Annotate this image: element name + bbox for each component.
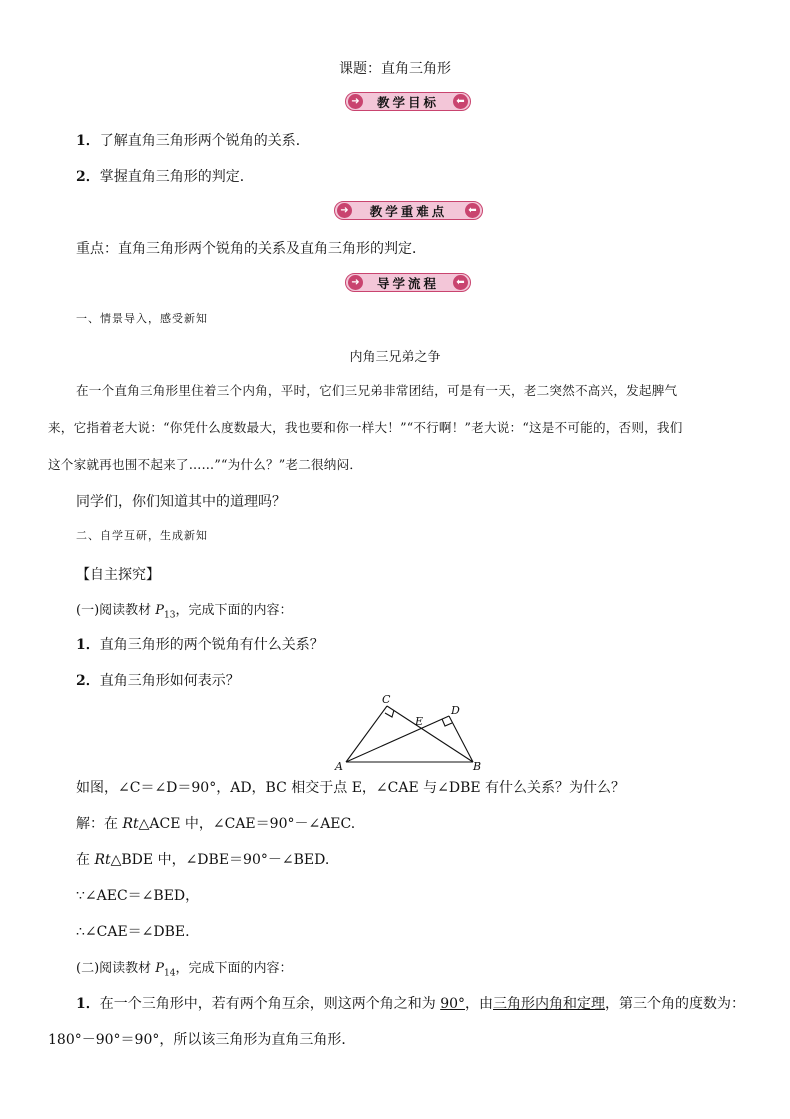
question-number: 1． xyxy=(76,996,100,1012)
solution-text: ∴∠CAE＝∠DBE. xyxy=(76,924,190,940)
rt-symbol: Rt xyxy=(122,816,139,832)
answer-blank-1: 90° xyxy=(440,996,466,1012)
solution-line-2 xyxy=(76,849,329,869)
solution-text: 解：在 xyxy=(76,816,123,832)
problem-statement: 如图，∠C＝∠D＝90°，AD，BC 相交于点 E，∠CAE 与∠DBE 有什么关系？为什么？ xyxy=(76,780,626,796)
label-c: C xyxy=(382,693,391,706)
objective-text: 了解直角三角形两个锐角的关系． xyxy=(99,133,310,149)
segment-db xyxy=(449,716,473,762)
question-2 xyxy=(76,670,240,690)
rt-symbol: Rt xyxy=(94,852,111,868)
arrow-left-icon: ⬅ xyxy=(453,94,468,109)
question-number: 2． xyxy=(76,673,100,689)
explore-title: 【自主探究】 xyxy=(76,567,160,583)
question-text: ，第三个角的度数为： xyxy=(605,996,746,1012)
banner-key-points xyxy=(334,201,483,220)
section-2-heading: 二、自学互研，生成新知 xyxy=(76,529,208,542)
arrow-left-icon: ⬅ xyxy=(465,203,480,218)
objective-1 xyxy=(76,130,310,150)
story-question: 同学们，你们知道其中的道理吗？ xyxy=(76,494,286,510)
arrow-right-icon: ➜ xyxy=(337,203,352,218)
objective-number: 1． xyxy=(76,133,100,149)
key-point-text: 重点：直角三角形两个锐角的关系及直角三角形的判定． xyxy=(76,241,426,257)
banner-label: 教学目标 xyxy=(376,94,439,110)
label-b: B xyxy=(473,760,482,773)
question-text: ，由 xyxy=(465,996,494,1012)
label-d: D xyxy=(451,704,460,717)
label-e: E xyxy=(415,715,424,728)
solution-text: 在 xyxy=(76,852,95,868)
banner-label: 导学流程 xyxy=(376,275,439,291)
banner-objectives xyxy=(345,92,471,111)
page-number: 13 xyxy=(164,610,176,621)
arrow-left-icon: ⬅ xyxy=(453,275,468,290)
story-line-3: 这个家就再也围不起来了……”“为什么？”老二很纳闷． xyxy=(48,457,363,472)
read-instruction-2 xyxy=(76,957,293,979)
story-line-2: 来，它指着老大说：“你凭什么度数最大，我也要和你一样大！”“不行啊！”老大说：“这是不可能的，否则，我们 xyxy=(48,420,683,435)
segment-ac xyxy=(346,706,387,762)
read-suffix: ，完成下面的内容： xyxy=(175,603,293,618)
solution-text: △BDE 中，∠DBE＝90°－∠BED. xyxy=(110,852,330,868)
solution-line-1 xyxy=(76,813,355,833)
final-question-line-2: 180°－90°＝90°，所以该三角形为直角三角形． xyxy=(48,1032,356,1048)
right-angle-mark-c xyxy=(385,710,394,717)
objective-text: 掌握直角三角形的判定． xyxy=(99,169,254,185)
final-question-line-1 xyxy=(76,993,745,1013)
read-instruction-1 xyxy=(76,599,293,621)
story-line-1: 在一个直角三角形里住着三个内角，平时，它们三兄弟非常团结，可是有一天，老二突然不高兴，发起脾气 xyxy=(76,383,678,398)
question-text: 在一个三角形中，若有两个角互余，则这两个角之和为 xyxy=(99,996,441,1012)
solution-text: ∵∠AEC＝∠BED， xyxy=(76,888,200,904)
answer-blank-2: 三角形内角和定理 xyxy=(493,996,606,1012)
question-text: 直角三角形的两个锐角有什么关系？ xyxy=(99,637,324,653)
question-number: 1． xyxy=(76,637,100,653)
page-number: 14 xyxy=(164,968,176,979)
triangle-figure xyxy=(330,690,490,774)
page-ref: P xyxy=(155,961,165,976)
page-ref: P xyxy=(155,603,165,618)
segment-ad xyxy=(346,716,449,762)
story-title: 内角三兄弟之争 xyxy=(349,350,441,365)
solution-line-3 xyxy=(76,885,199,905)
question-1 xyxy=(76,634,324,654)
banner-flow xyxy=(345,273,471,292)
arrow-right-icon: ➜ xyxy=(348,275,363,290)
read-prefix: (二)阅读教材 xyxy=(76,961,156,976)
objective-2 xyxy=(76,166,254,186)
question-text: 直角三角形如何表示？ xyxy=(99,673,240,689)
label-a: A xyxy=(335,760,343,773)
arrow-right-icon: ➜ xyxy=(348,94,363,109)
solution-text: △ACE 中，∠CAE＝90°－∠AEC. xyxy=(138,816,356,832)
section-1-heading: 一、情景导入，感受新知 xyxy=(76,312,208,325)
banner-label: 教学重难点 xyxy=(369,203,448,219)
page-title: 课题：直角三角形 xyxy=(339,61,451,77)
read-suffix: ，完成下面的内容： xyxy=(175,961,293,976)
solution-line-4 xyxy=(76,921,190,941)
segment-cb xyxy=(387,706,473,762)
read-prefix: (一)阅读教材 xyxy=(76,603,156,618)
objective-number: 2． xyxy=(76,169,100,185)
